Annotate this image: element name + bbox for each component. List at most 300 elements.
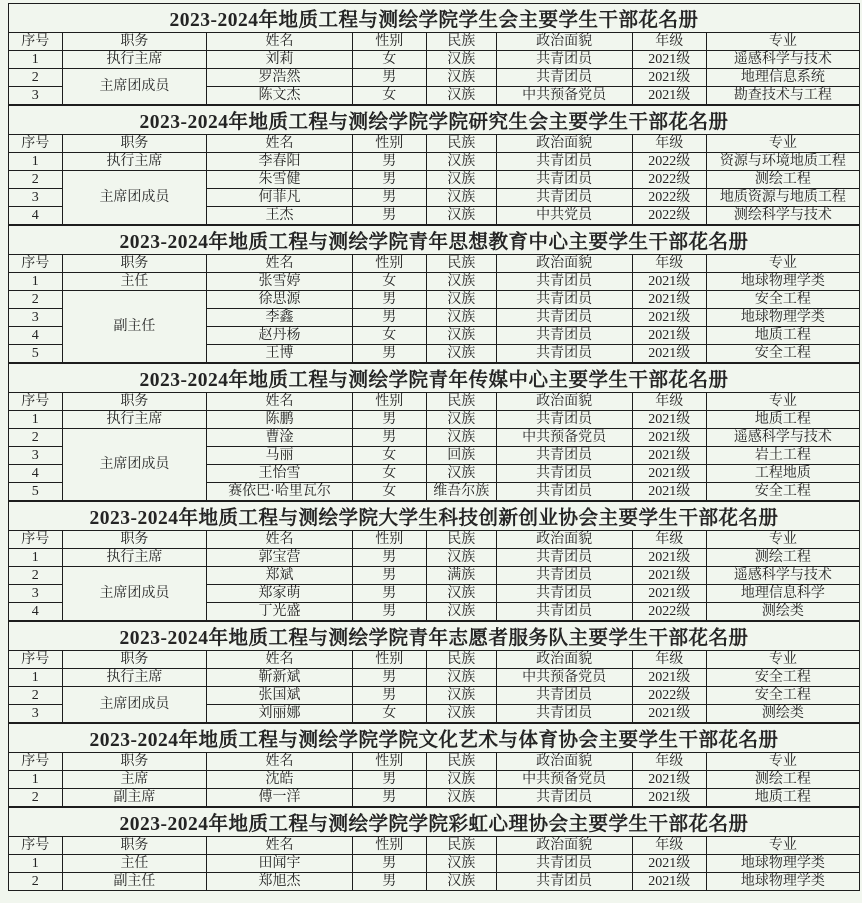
table-row bbox=[9, 51, 860, 69]
cell-duty: 执行主席 bbox=[62, 669, 207, 687]
cell-grade: 2022级 bbox=[632, 189, 706, 207]
column-header: 年级 bbox=[632, 393, 706, 411]
cell-no: 4 bbox=[9, 465, 63, 483]
table-row bbox=[9, 687, 860, 705]
cell-politics: 共青团员 bbox=[496, 465, 632, 483]
cell-no: 1 bbox=[9, 771, 63, 789]
cell-name: 刘莉 bbox=[207, 51, 353, 69]
cell-grade: 2021级 bbox=[632, 69, 706, 87]
cell-name: 张国斌 bbox=[207, 687, 353, 705]
cell-major: 安全工程 bbox=[706, 291, 859, 309]
column-header: 民族 bbox=[426, 393, 496, 411]
cell-politics: 中共预备党员 bbox=[496, 87, 632, 105]
column-header: 专业 bbox=[706, 753, 859, 771]
roster-table bbox=[8, 723, 860, 807]
cell-duty: 执行主席 bbox=[62, 411, 207, 429]
cell-politics: 共青团员 bbox=[496, 291, 632, 309]
cell-name: 王怡雪 bbox=[207, 465, 353, 483]
cell-politics: 中共党员 bbox=[496, 207, 632, 225]
cell-grade: 2021级 bbox=[632, 429, 706, 447]
cell-ethnic: 汉族 bbox=[426, 273, 496, 291]
cell-gender: 女 bbox=[352, 483, 426, 501]
table-title: 2023-2024年地质工程与测绘学院学院彩虹心理协会主要学生干部花名册 bbox=[9, 808, 860, 837]
cell-name: 李鑫 bbox=[207, 309, 353, 327]
cell-ethnic: 汉族 bbox=[426, 69, 496, 87]
column-header: 姓名 bbox=[207, 531, 353, 549]
cell-major: 地质工程 bbox=[706, 411, 859, 429]
cell-name: 陈文杰 bbox=[207, 87, 353, 105]
column-header: 职务 bbox=[62, 651, 207, 669]
cell-politics: 共青团员 bbox=[496, 309, 632, 327]
cell-name: 王博 bbox=[207, 345, 353, 363]
column-header: 姓名 bbox=[207, 33, 353, 51]
roster-table bbox=[8, 621, 860, 723]
cell-ethnic: 汉族 bbox=[426, 153, 496, 171]
cell-name: 沈皓 bbox=[207, 771, 353, 789]
cell-no: 4 bbox=[9, 603, 63, 621]
column-header: 序号 bbox=[9, 651, 63, 669]
cell-duty: 副主任 bbox=[62, 291, 207, 363]
cell-grade: 2021级 bbox=[632, 273, 706, 291]
cell-major: 地理信息科学 bbox=[706, 585, 859, 603]
table-row bbox=[9, 273, 860, 291]
column-header: 职务 bbox=[62, 837, 207, 855]
cell-major: 测绘类 bbox=[706, 603, 859, 621]
cell-gender: 女 bbox=[352, 51, 426, 69]
column-header: 年级 bbox=[632, 837, 706, 855]
column-header: 职务 bbox=[62, 753, 207, 771]
cell-politics: 共青团员 bbox=[496, 855, 632, 873]
cell-gender: 男 bbox=[352, 189, 426, 207]
cell-politics: 共青团员 bbox=[496, 873, 632, 891]
column-header: 序号 bbox=[9, 837, 63, 855]
cell-ethnic: 汉族 bbox=[426, 411, 496, 429]
cell-politics: 共青团员 bbox=[496, 411, 632, 429]
cell-ethnic: 汉族 bbox=[426, 291, 496, 309]
table-row bbox=[9, 789, 860, 807]
cell-grade: 2021级 bbox=[632, 87, 706, 105]
cell-ethnic: 汉族 bbox=[426, 771, 496, 789]
cell-politics: 共青团员 bbox=[496, 705, 632, 723]
cell-grade: 2021级 bbox=[632, 669, 706, 687]
column-header: 民族 bbox=[426, 531, 496, 549]
cell-gender: 男 bbox=[352, 309, 426, 327]
cell-gender: 女 bbox=[352, 327, 426, 345]
column-header: 性别 bbox=[352, 651, 426, 669]
cell-major: 遥感科学与技术 bbox=[706, 429, 859, 447]
column-header: 序号 bbox=[9, 255, 63, 273]
cell-politics: 共青团员 bbox=[496, 153, 632, 171]
cell-gender: 男 bbox=[352, 153, 426, 171]
cell-grade: 2021级 bbox=[632, 345, 706, 363]
cell-politics: 共青团员 bbox=[496, 447, 632, 465]
cell-politics: 共青团员 bbox=[496, 51, 632, 69]
cell-gender: 女 bbox=[352, 705, 426, 723]
cell-politics: 共青团员 bbox=[496, 483, 632, 501]
cell-grade: 2021级 bbox=[632, 873, 706, 891]
column-header: 政治面貌 bbox=[496, 393, 632, 411]
cell-major: 地球物理学类 bbox=[706, 873, 859, 891]
table-title: 2023-2024年地质工程与测绘学院青年思想教育中心主要学生干部花名册 bbox=[9, 226, 860, 255]
cell-gender: 男 bbox=[352, 549, 426, 567]
cell-ethnic: 汉族 bbox=[426, 429, 496, 447]
cell-no: 2 bbox=[9, 687, 63, 705]
table-row bbox=[9, 291, 860, 309]
cell-politics: 共青团员 bbox=[496, 687, 632, 705]
cell-name: 赵丹杨 bbox=[207, 327, 353, 345]
cell-ethnic: 满族 bbox=[426, 567, 496, 585]
cell-major: 地质工程 bbox=[706, 327, 859, 345]
cell-politics: 共青团员 bbox=[496, 585, 632, 603]
cell-no: 2 bbox=[9, 69, 63, 87]
table-row bbox=[9, 549, 860, 567]
cell-ethnic: 汉族 bbox=[426, 189, 496, 207]
cell-politics: 共青团员 bbox=[496, 549, 632, 567]
column-header: 序号 bbox=[9, 33, 63, 51]
roster-table bbox=[8, 105, 860, 225]
column-header: 姓名 bbox=[207, 135, 353, 153]
table-row bbox=[9, 429, 860, 447]
cell-ethnic: 汉族 bbox=[426, 855, 496, 873]
column-header: 专业 bbox=[706, 255, 859, 273]
cell-name: 马丽 bbox=[207, 447, 353, 465]
cell-ethnic: 汉族 bbox=[426, 87, 496, 105]
table-title: 2023-2024年地质工程与测绘学院学生会主要学生干部花名册 bbox=[9, 4, 860, 33]
cell-grade: 2021级 bbox=[632, 855, 706, 873]
cell-major: 地质资源与地质工程 bbox=[706, 189, 859, 207]
cell-no: 2 bbox=[9, 171, 63, 189]
cell-no: 1 bbox=[9, 411, 63, 429]
cell-gender: 男 bbox=[352, 603, 426, 621]
table-title: 2023-2024年地质工程与测绘学院学院文化艺术与体育协会主要学生干部花名册 bbox=[9, 724, 860, 753]
cell-name: 曹淦 bbox=[207, 429, 353, 447]
column-header: 姓名 bbox=[207, 753, 353, 771]
cell-politics: 共青团员 bbox=[496, 789, 632, 807]
cell-major: 测绘工程 bbox=[706, 549, 859, 567]
cell-no: 3 bbox=[9, 87, 63, 105]
cell-gender: 男 bbox=[352, 771, 426, 789]
column-header: 职务 bbox=[62, 393, 207, 411]
cell-no: 2 bbox=[9, 567, 63, 585]
table-title: 2023-2024年地质工程与测绘学院学院研究生会主要学生干部花名册 bbox=[9, 106, 860, 135]
cell-ethnic: 汉族 bbox=[426, 585, 496, 603]
cell-grade: 2021级 bbox=[632, 585, 706, 603]
cell-no: 2 bbox=[9, 873, 63, 891]
column-header: 年级 bbox=[632, 753, 706, 771]
table-row bbox=[9, 669, 860, 687]
cell-gender: 男 bbox=[352, 585, 426, 603]
cell-name: 靳新斌 bbox=[207, 669, 353, 687]
cell-no: 5 bbox=[9, 345, 63, 363]
cell-duty: 副主席 bbox=[62, 789, 207, 807]
cell-duty: 主席团成员 bbox=[62, 69, 207, 105]
cell-gender: 男 bbox=[352, 69, 426, 87]
cell-grade: 2022级 bbox=[632, 603, 706, 621]
cell-major: 地球物理学类 bbox=[706, 855, 859, 873]
column-header: 序号 bbox=[9, 393, 63, 411]
cell-ethnic: 汉族 bbox=[426, 669, 496, 687]
column-header: 年级 bbox=[632, 651, 706, 669]
cell-politics: 中共预备党员 bbox=[496, 771, 632, 789]
table-row bbox=[9, 171, 860, 189]
column-header: 年级 bbox=[632, 33, 706, 51]
cell-name: 赛依巴·哈里瓦尔 bbox=[207, 483, 353, 501]
column-header: 民族 bbox=[426, 753, 496, 771]
column-header: 姓名 bbox=[207, 393, 353, 411]
cell-name: 张雪婷 bbox=[207, 273, 353, 291]
column-header: 民族 bbox=[426, 651, 496, 669]
cell-gender: 男 bbox=[352, 429, 426, 447]
cell-no: 1 bbox=[9, 153, 63, 171]
table-row bbox=[9, 855, 860, 873]
cell-name: 陈鹏 bbox=[207, 411, 353, 429]
cell-grade: 2022级 bbox=[632, 207, 706, 225]
cell-no: 1 bbox=[9, 273, 63, 291]
table-row bbox=[9, 69, 860, 87]
table-row bbox=[9, 873, 860, 891]
cell-major: 勘查技术与工程 bbox=[706, 87, 859, 105]
cell-politics: 共青团员 bbox=[496, 171, 632, 189]
cell-grade: 2021级 bbox=[632, 51, 706, 69]
cell-politics: 共青团员 bbox=[496, 345, 632, 363]
column-header: 性别 bbox=[352, 255, 426, 273]
column-header: 专业 bbox=[706, 651, 859, 669]
column-header: 性别 bbox=[352, 837, 426, 855]
cell-ethnic: 汉族 bbox=[426, 603, 496, 621]
cell-grade: 2022级 bbox=[632, 171, 706, 189]
cell-grade: 2021级 bbox=[632, 309, 706, 327]
cell-major: 工程地质 bbox=[706, 465, 859, 483]
column-header: 民族 bbox=[426, 135, 496, 153]
cell-politics: 共青团员 bbox=[496, 273, 632, 291]
cell-major: 测绘工程 bbox=[706, 171, 859, 189]
cell-ethnic: 汉族 bbox=[426, 171, 496, 189]
cell-duty: 主席 bbox=[62, 771, 207, 789]
cell-politics: 共青团员 bbox=[496, 189, 632, 207]
cell-ethnic: 回族 bbox=[426, 447, 496, 465]
column-header: 性别 bbox=[352, 33, 426, 51]
cell-major: 安全工程 bbox=[706, 669, 859, 687]
cell-name: 郑旭杰 bbox=[207, 873, 353, 891]
cell-duty: 主任 bbox=[62, 855, 207, 873]
column-header: 政治面貌 bbox=[496, 135, 632, 153]
cell-gender: 男 bbox=[352, 207, 426, 225]
column-header: 职务 bbox=[62, 255, 207, 273]
cell-name: 徐思源 bbox=[207, 291, 353, 309]
cell-no: 2 bbox=[9, 291, 63, 309]
table-row bbox=[9, 771, 860, 789]
cell-grade: 2021级 bbox=[632, 447, 706, 465]
column-header: 序号 bbox=[9, 753, 63, 771]
cell-name: 刘丽娜 bbox=[207, 705, 353, 723]
table-title: 2023-2024年地质工程与测绘学院青年传媒中心主要学生干部花名册 bbox=[9, 364, 860, 393]
cell-name: 朱雪健 bbox=[207, 171, 353, 189]
roster-table bbox=[8, 225, 860, 363]
cell-gender: 男 bbox=[352, 855, 426, 873]
table-title: 2023-2024年地质工程与测绘学院大学生科技创新创业协会主要学生干部花名册 bbox=[9, 502, 860, 531]
cell-name: 郭宝营 bbox=[207, 549, 353, 567]
column-header: 政治面貌 bbox=[496, 255, 632, 273]
roster-table bbox=[8, 3, 860, 105]
column-header: 姓名 bbox=[207, 651, 353, 669]
cell-no: 3 bbox=[9, 705, 63, 723]
cell-duty: 主席团成员 bbox=[62, 171, 207, 225]
column-header: 职务 bbox=[62, 33, 207, 51]
cell-politics: 中共预备党员 bbox=[496, 669, 632, 687]
cell-duty: 主任 bbox=[62, 273, 207, 291]
cell-gender: 男 bbox=[352, 291, 426, 309]
cell-grade: 2021级 bbox=[632, 465, 706, 483]
cell-major: 地质工程 bbox=[706, 789, 859, 807]
column-header: 民族 bbox=[426, 255, 496, 273]
cell-no: 2 bbox=[9, 429, 63, 447]
cell-ethnic: 汉族 bbox=[426, 549, 496, 567]
cell-politics: 共青团员 bbox=[496, 69, 632, 87]
cell-no: 3 bbox=[9, 189, 63, 207]
column-header: 年级 bbox=[632, 255, 706, 273]
column-header: 专业 bbox=[706, 393, 859, 411]
column-header: 序号 bbox=[9, 135, 63, 153]
cell-no: 1 bbox=[9, 669, 63, 687]
table-row bbox=[9, 411, 860, 429]
cell-grade: 2021级 bbox=[632, 291, 706, 309]
column-header: 政治面貌 bbox=[496, 753, 632, 771]
column-header: 专业 bbox=[706, 837, 859, 855]
cell-duty: 执行主席 bbox=[62, 549, 207, 567]
cell-name: 罗浩然 bbox=[207, 69, 353, 87]
cell-name: 田闻宇 bbox=[207, 855, 353, 873]
cell-grade: 2022级 bbox=[632, 687, 706, 705]
column-header: 职务 bbox=[62, 135, 207, 153]
cell-no: 4 bbox=[9, 327, 63, 345]
cell-no: 5 bbox=[9, 483, 63, 501]
column-header: 姓名 bbox=[207, 837, 353, 855]
cell-duty: 主席团成员 bbox=[62, 687, 207, 723]
column-header: 民族 bbox=[426, 837, 496, 855]
cell-politics: 共青团员 bbox=[496, 327, 632, 345]
cell-ethnic: 汉族 bbox=[426, 789, 496, 807]
cell-major: 资源与环境地质工程 bbox=[706, 153, 859, 171]
roster-table bbox=[8, 807, 860, 891]
column-header: 性别 bbox=[352, 393, 426, 411]
cell-gender: 女 bbox=[352, 87, 426, 105]
cell-name: 李春阳 bbox=[207, 153, 353, 171]
cell-grade: 2021级 bbox=[632, 789, 706, 807]
table-row bbox=[9, 153, 860, 171]
cell-politics: 中共预备党员 bbox=[496, 429, 632, 447]
cell-duty: 主席团成员 bbox=[62, 429, 207, 501]
cell-gender: 男 bbox=[352, 171, 426, 189]
cell-gender: 男 bbox=[352, 687, 426, 705]
column-header: 姓名 bbox=[207, 255, 353, 273]
cell-name: 郑斌 bbox=[207, 567, 353, 585]
cell-grade: 2022级 bbox=[632, 153, 706, 171]
cell-ethnic: 汉族 bbox=[426, 687, 496, 705]
cell-ethnic: 汉族 bbox=[426, 309, 496, 327]
column-header: 政治面貌 bbox=[496, 837, 632, 855]
table-row bbox=[9, 567, 860, 585]
cell-no: 4 bbox=[9, 207, 63, 225]
column-header: 性别 bbox=[352, 135, 426, 153]
cell-gender: 男 bbox=[352, 345, 426, 363]
cell-no: 3 bbox=[9, 447, 63, 465]
cell-ethnic: 汉族 bbox=[426, 327, 496, 345]
cell-duty: 副主任 bbox=[62, 873, 207, 891]
cell-no: 3 bbox=[9, 585, 63, 603]
cell-gender: 女 bbox=[352, 447, 426, 465]
column-header: 专业 bbox=[706, 531, 859, 549]
column-header: 政治面貌 bbox=[496, 33, 632, 51]
cell-major: 安全工程 bbox=[706, 345, 859, 363]
cell-grade: 2021级 bbox=[632, 327, 706, 345]
cell-no: 1 bbox=[9, 855, 63, 873]
cell-ethnic: 汉族 bbox=[426, 345, 496, 363]
cell-gender: 男 bbox=[352, 567, 426, 585]
cell-grade: 2021级 bbox=[632, 483, 706, 501]
cell-major: 安全工程 bbox=[706, 483, 859, 501]
cell-grade: 2021级 bbox=[632, 771, 706, 789]
cell-grade: 2021级 bbox=[632, 549, 706, 567]
cell-duty: 执行主席 bbox=[62, 51, 207, 69]
cell-major: 遥感科学与技术 bbox=[706, 567, 859, 585]
cell-ethnic: 汉族 bbox=[426, 207, 496, 225]
cell-major: 测绘工程 bbox=[706, 771, 859, 789]
cell-politics: 共青团员 bbox=[496, 603, 632, 621]
cell-major: 测绘类 bbox=[706, 705, 859, 723]
cell-ethnic: 汉族 bbox=[426, 873, 496, 891]
cell-major: 地球物理学类 bbox=[706, 309, 859, 327]
cell-name: 郑家萌 bbox=[207, 585, 353, 603]
cell-major: 岩土工程 bbox=[706, 447, 859, 465]
cell-major: 测绘科学与技术 bbox=[706, 207, 859, 225]
cell-duty: 主席团成员 bbox=[62, 567, 207, 621]
cell-name: 傅一洋 bbox=[207, 789, 353, 807]
column-header: 性别 bbox=[352, 531, 426, 549]
cell-name: 王杰 bbox=[207, 207, 353, 225]
cell-grade: 2021级 bbox=[632, 411, 706, 429]
cell-no: 2 bbox=[9, 789, 63, 807]
column-header: 政治面貌 bbox=[496, 531, 632, 549]
table-title: 2023-2024年地质工程与测绘学院青年志愿者服务队主要学生干部花名册 bbox=[9, 622, 860, 651]
column-header: 专业 bbox=[706, 33, 859, 51]
cell-major: 地球物理学类 bbox=[706, 273, 859, 291]
roster-table bbox=[8, 363, 860, 501]
cell-major: 遥感科学与技术 bbox=[706, 51, 859, 69]
cell-major: 安全工程 bbox=[706, 687, 859, 705]
column-header: 年级 bbox=[632, 135, 706, 153]
cell-grade: 2021级 bbox=[632, 705, 706, 723]
column-header: 序号 bbox=[9, 531, 63, 549]
cell-no: 1 bbox=[9, 549, 63, 567]
column-header: 年级 bbox=[632, 531, 706, 549]
column-header: 职务 bbox=[62, 531, 207, 549]
cell-no: 1 bbox=[9, 51, 63, 69]
cell-ethnic: 维吾尔族 bbox=[426, 483, 496, 501]
cell-gender: 男 bbox=[352, 873, 426, 891]
cell-ethnic: 汉族 bbox=[426, 465, 496, 483]
column-header: 民族 bbox=[426, 33, 496, 51]
cell-name: 何菲凡 bbox=[207, 189, 353, 207]
cell-gender: 女 bbox=[352, 465, 426, 483]
cell-no: 3 bbox=[9, 309, 63, 327]
cell-gender: 男 bbox=[352, 789, 426, 807]
cell-name: 丁光盛 bbox=[207, 603, 353, 621]
column-header: 政治面貌 bbox=[496, 651, 632, 669]
column-header: 性别 bbox=[352, 753, 426, 771]
cell-grade: 2021级 bbox=[632, 567, 706, 585]
cell-gender: 男 bbox=[352, 411, 426, 429]
cell-gender: 女 bbox=[352, 273, 426, 291]
